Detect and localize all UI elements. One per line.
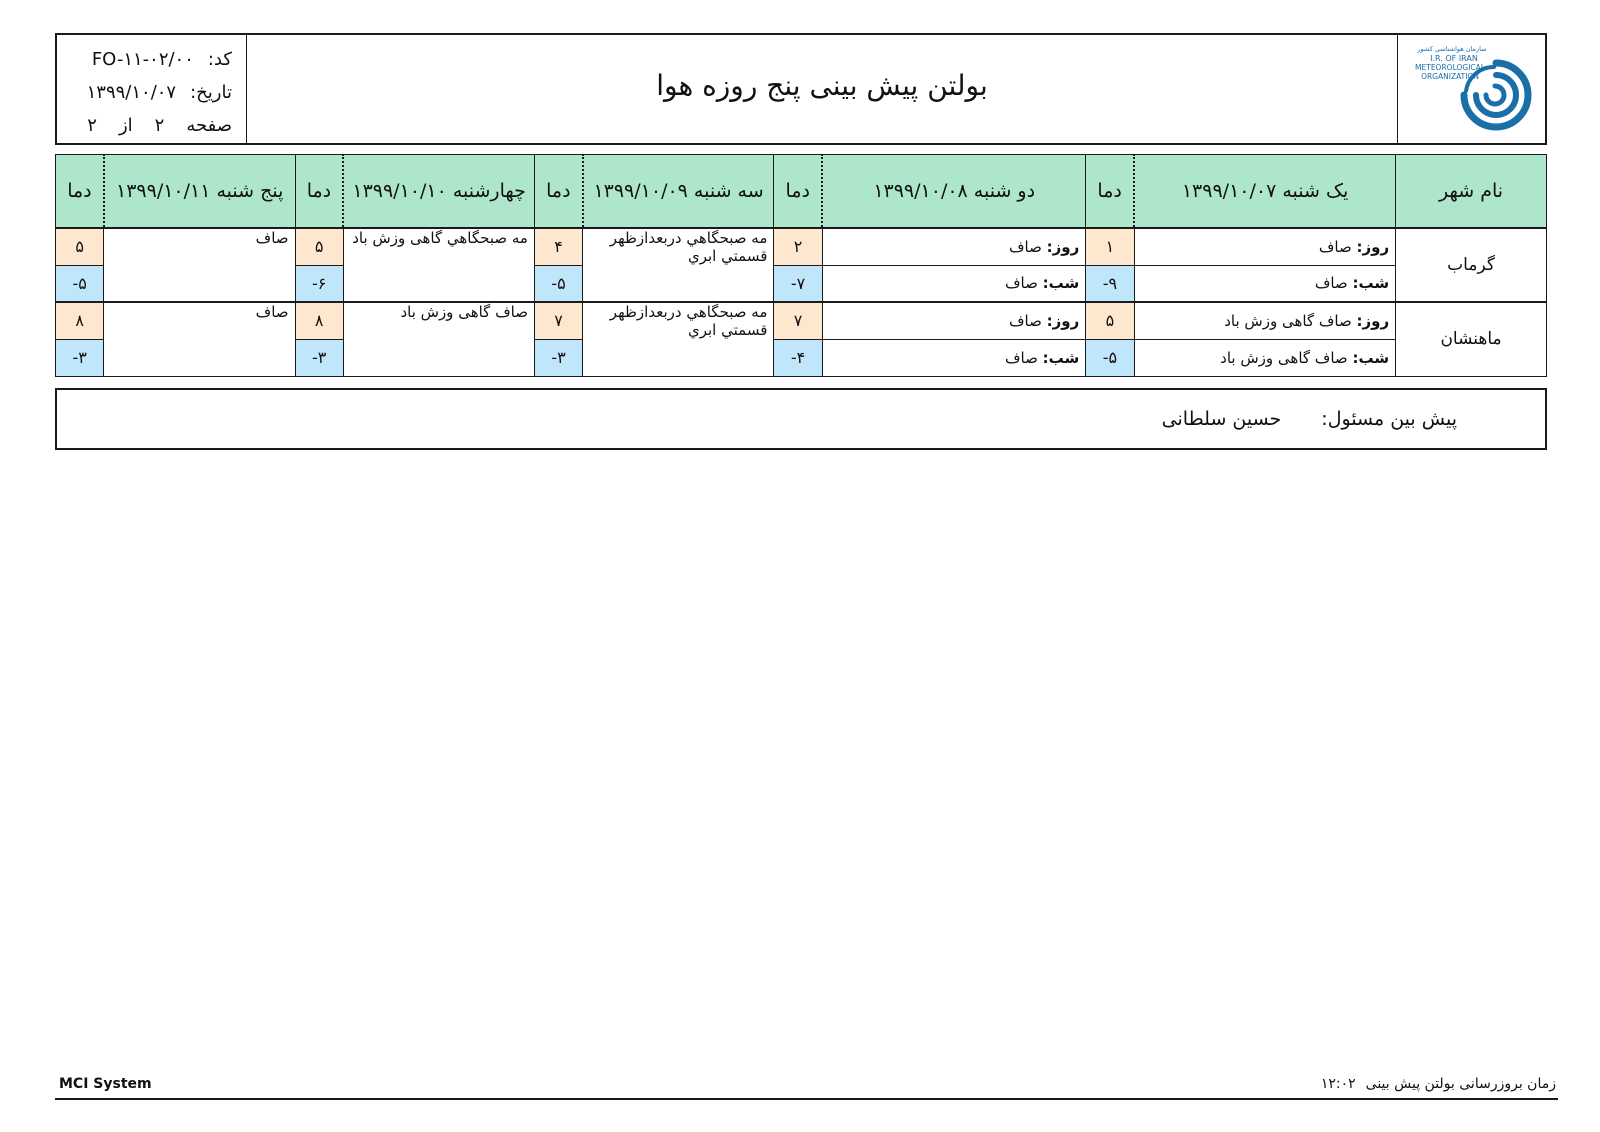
day-2-header: دو شنبه ۱۳۹۹/۱۰/۰۸ [822, 155, 1086, 229]
max-temp: ۸ [56, 302, 104, 339]
min-temp: -۶ [295, 265, 343, 302]
night-label: شب: [1352, 348, 1390, 367]
page-total: ۲ [87, 115, 97, 136]
day-forecast [1134, 302, 1396, 339]
day-4-header: چهارشنبه ۱۳۹۹/۱۰/۱۰ [343, 155, 534, 229]
logo-text-en-3: ORGANIZATION [1421, 72, 1479, 81]
max-temp: ۷ [774, 302, 822, 339]
night-forecast [1134, 339, 1396, 376]
night-forecast [822, 339, 1086, 376]
day-condition: صاف [1009, 311, 1042, 330]
min-temp: -۷ [774, 265, 822, 302]
min-temp: -۵ [56, 265, 104, 302]
city-name: گرماب [1396, 228, 1547, 302]
max-temp: ۷ [534, 302, 582, 339]
document-meta [57, 35, 247, 143]
day-condition: صاف [1318, 237, 1352, 256]
min-temp: -۳ [295, 339, 343, 376]
max-temp: ۵ [56, 228, 104, 265]
city-name: ماهنشان [1396, 302, 1547, 376]
code-label: کد: [207, 49, 232, 70]
forecast-condition: مه صبحگاهي گاهی وزش باد [343, 228, 534, 302]
day-condition: صاف [1009, 237, 1042, 256]
forecast-condition: مه صبحگاهي دربعدازظهر قسمتي ابري [583, 302, 774, 376]
forecaster-label: پیش بین مسئول: [1321, 408, 1457, 430]
forecaster-box [55, 388, 1547, 450]
temp-column-header: دما [534, 155, 582, 229]
temp-column-header: دما [774, 155, 822, 229]
forecast-condition: صاف [104, 228, 295, 302]
max-temp: ۵ [295, 228, 343, 265]
max-temp: ۸ [295, 302, 343, 339]
night-label: شب: [1042, 348, 1080, 367]
meteorological-organization-logo-icon [1398, 35, 1542, 143]
max-temp: ۲ [774, 228, 822, 265]
day-label: روز: [1356, 237, 1390, 256]
table-row [56, 302, 1547, 339]
logo-text-fa: سازمان هواشناسی کشور [1417, 45, 1487, 53]
day-label: روز: [1046, 237, 1080, 256]
bulletin-header [55, 33, 1547, 145]
date-label: تاریخ: [190, 82, 232, 103]
temp-column-header: دما [56, 155, 104, 229]
night-label: شب: [1042, 274, 1080, 293]
page-row [75, 109, 232, 142]
day-forecast [822, 228, 1086, 265]
update-time: ۱۲:۰۲ [1320, 1076, 1356, 1092]
max-temp: ۱ [1086, 228, 1134, 265]
min-temp: -۹ [1086, 265, 1134, 302]
forecast-condition: صاف [104, 302, 295, 376]
code-value: FO-۱۱-۰۲/۰۰ [91, 49, 194, 70]
organization-logo [1397, 35, 1545, 143]
day-5-header: پنج شنبه ۱۳۹۹/۱۰/۱۱ [104, 155, 295, 229]
date-row [75, 76, 232, 109]
min-temp: -۵ [534, 265, 582, 302]
night-condition: صاف [1314, 274, 1348, 293]
page-title: بولتن پیش بینی پنج روزه هوا [656, 68, 988, 102]
date-value: ۱۳۹۹/۱۰/۰۷ [86, 82, 177, 103]
table-header-row [56, 155, 1547, 229]
logo-text-en-2: METEOROLOGICAL [1415, 63, 1485, 72]
system-name: MCI System [59, 1076, 152, 1092]
page-current: ۲ [154, 115, 165, 136]
temp-column-header: دما [1086, 155, 1134, 229]
page-label: صفحه [186, 115, 232, 136]
update-info [1321, 1076, 1556, 1092]
max-temp: ۴ [534, 228, 582, 265]
day-1-header: یک شنبه ۱۳۹۹/۱۰/۰۷ [1134, 155, 1396, 229]
day-forecast [822, 302, 1086, 339]
min-temp: -۳ [534, 339, 582, 376]
day-label: روز: [1046, 311, 1080, 330]
night-condition: صاف گاهی وزش باد [1220, 348, 1348, 367]
night-condition: صاف [1004, 348, 1038, 367]
night-forecast [1134, 265, 1396, 302]
code-row [75, 43, 232, 76]
temp-column-header: دما [295, 155, 343, 229]
forecast-table [55, 154, 1547, 377]
update-label: زمان بروزرسانی بولتن پیش بینی [1365, 1076, 1556, 1092]
table-row [56, 228, 1547, 265]
day-3-header: سه شنبه ۱۳۹۹/۱۰/۰۹ [583, 155, 774, 229]
night-label: شب: [1352, 274, 1390, 293]
min-temp: -۴ [774, 339, 822, 376]
min-temp: -۳ [56, 339, 104, 376]
night-forecast [822, 265, 1086, 302]
min-temp: -۵ [1086, 339, 1134, 376]
day-forecast [1134, 228, 1396, 265]
forecast-condition: مه صبحگاهي دربعدازظهر قسمتي ابري [583, 228, 774, 302]
page-of: از [118, 115, 133, 136]
max-temp: ۵ [1086, 302, 1134, 339]
forecaster-name: حسین سلطانی [1161, 408, 1282, 430]
day-condition: صاف گاهی وزش باد [1224, 311, 1352, 330]
forecast-condition: صاف گاهی وزش باد [343, 302, 534, 376]
page-footer [55, 1074, 1558, 1100]
logo-text-en-1: I.R. OF IRAN [1430, 54, 1478, 63]
night-condition: صاف [1004, 274, 1038, 293]
city-column-header: نام شهر [1396, 155, 1547, 229]
day-label: روز: [1356, 311, 1390, 330]
